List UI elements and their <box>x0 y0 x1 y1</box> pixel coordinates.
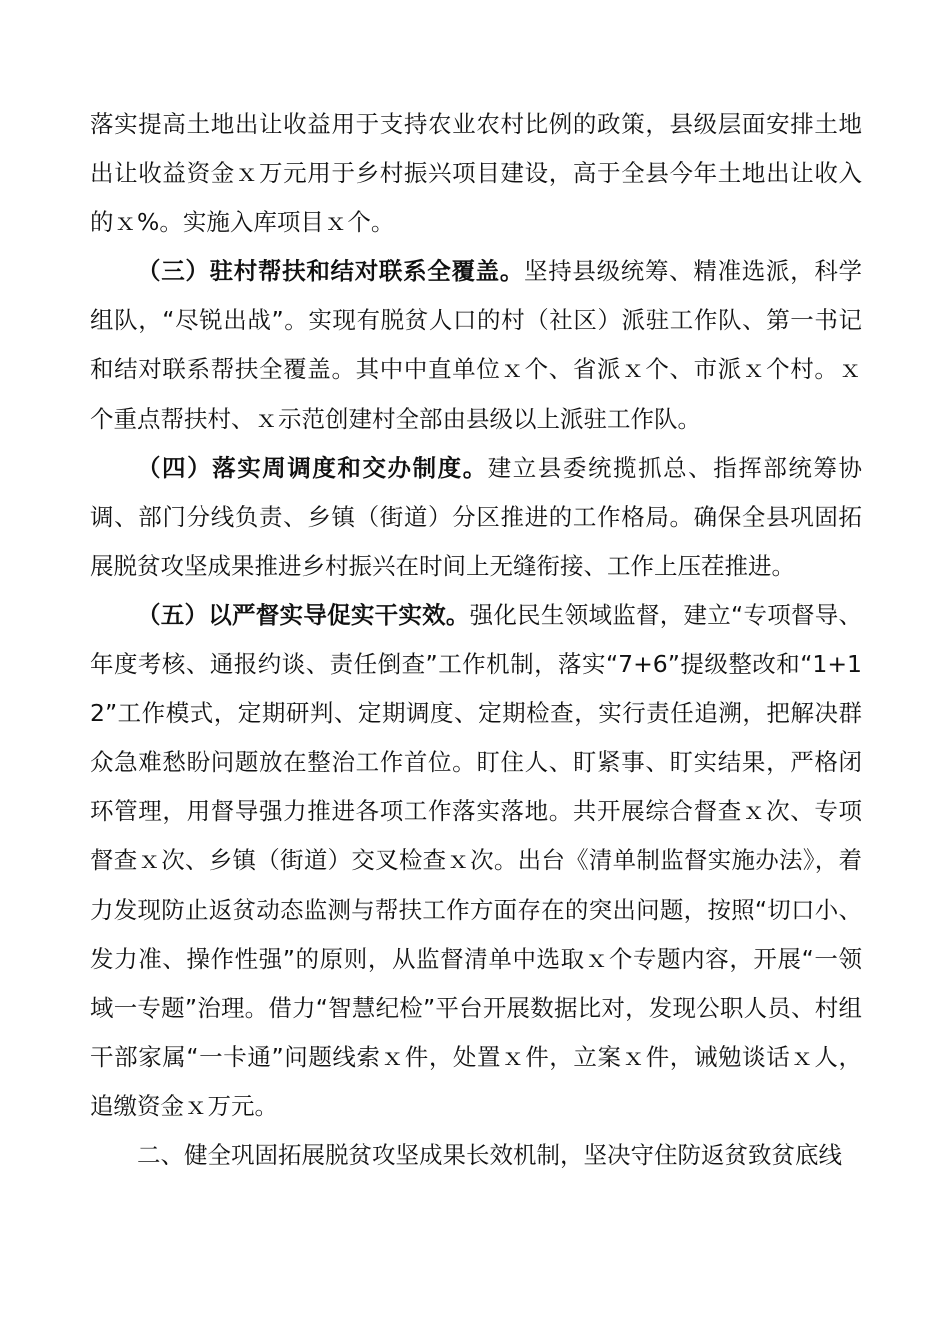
paragraph-supervision <box>90 591 862 1131</box>
paragraph-weekly-scheduling <box>90 444 862 591</box>
section-heading-4: （四）落实周调度和交办制度。 <box>137 453 488 482</box>
paragraph-text: 强化民生领域监督，建立“专项督导、年度考核、通报约谈、责任倒查”工作机制，落实“7+6”提级整改和“1+12”工作模式，定期研判、定期调度、定期检查，实行责任追溯，把解决群众急难愁盼问题放在整治工作首位。盯住人、盯紧事、盯实结果，严格闭环管理，用督导强力推进各项工作落实落地。共开展综合督查ｘ次、专项督查ｘ次、乡镇（街道）交叉检查ｘ次。出台《清单制监督实施办法》，着力发现防止返贫动态监测与帮扶工作方面存在的突出问题，按照“切口小、发力准、操作性强”的原则，从监督清单中选取ｘ个专题内容，开展“一领域一专题”治理。借力“智慧纪检”平台开展数据比对，发现公职人员、村组干部家属“一卡通”问题线索ｘ件，处置ｘ件，立案ｘ件，诫勉谈话ｘ人，追缴资金ｘ万元。 <box>90 600 862 1120</box>
document-body <box>90 100 862 1180</box>
paragraph-text: 坚持县级统筹、精准选派，科学组队，“尽锐出战”。实现有脱贫人口的村（社区）派驻工作队、第一书记和结对联系帮扶全覆盖。其中中直单位ｘ个、省派ｘ个、市派ｘ个村。ｘ个重点帮扶村、ｘ示范创建村全部由县级以上派驻工作队。 <box>90 257 863 433</box>
paragraph-text: 落实提高土地出让收益用于支持农业农村比例的政策，县级层面安排土地出让收益资金ｘ万元用于乡村振兴项目建设，高于全县今年土地出让收入的ｘ%。实施入库项目ｘ个。 <box>90 110 862 237</box>
section-title-text: 二、健全巩固拓展脱贫攻坚成果长效机制，坚决守住防返贫致贫底线 <box>137 1140 842 1169</box>
section-heading-3: （三）驻村帮扶和结对联系全覆盖。 <box>137 257 525 286</box>
paragraph-village-assistance <box>90 247 862 443</box>
section-title-2 <box>90 1131 862 1180</box>
section-heading-5: （五）以严督实导促实干实效。 <box>137 600 470 629</box>
paragraph-land-revenue <box>90 100 862 247</box>
paragraph-text: 建立县委统揽抓总、指挥部统筹协调、部门分线负责、乡镇（街道）分区推进的工作格局。确保全县巩固拓展脱贫攻坚成果推进乡村振兴在时间上无缝衔接、工作上压茬推进。 <box>90 453 862 580</box>
